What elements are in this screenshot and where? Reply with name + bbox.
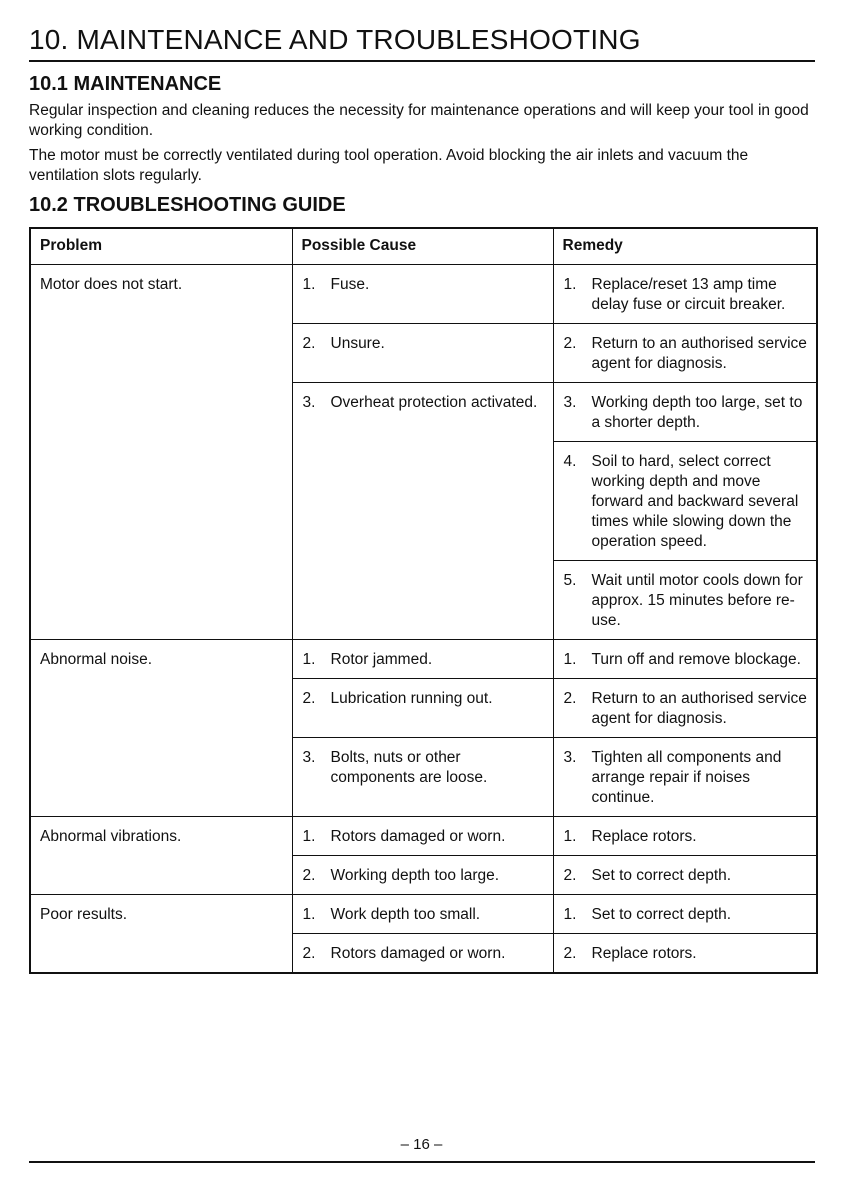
remedy-item <box>554 442 817 561</box>
remedy-item <box>554 679 817 737</box>
remedy-number: 2. <box>563 689 577 707</box>
remedy-number: 1. <box>563 650 577 668</box>
cause-text: Rotors damaged or worn. <box>330 827 506 845</box>
remedy-number: 2. <box>563 334 577 352</box>
remedy-cell <box>553 933 817 973</box>
remedy-text: Tighten all components and arrange repair if noises continue. <box>591 748 782 806</box>
remedy-text: Soil to hard, select correct working depth and move forward and backward several times while slowing down the operation speed. <box>591 452 799 550</box>
header-possible-cause: Possible Cause <box>292 228 553 264</box>
cause-item <box>293 856 553 894</box>
remedy-text: Return to an authorised service agent for diagnosis. <box>591 334 807 372</box>
cause-number: 1. <box>302 827 316 845</box>
problem-text: Motor does not start. <box>40 275 183 293</box>
cause-number: 1. <box>302 650 316 668</box>
cause-number: 2. <box>302 944 316 962</box>
cause-item <box>293 738 553 796</box>
remedy-text: Replace/reset 13 amp time delay fuse or circuit breaker. <box>591 275 786 313</box>
cause-cell <box>292 855 553 894</box>
cause-number: 2. <box>302 689 316 707</box>
cause-cell <box>292 737 553 816</box>
remedy-item <box>554 640 817 678</box>
table-header-row <box>30 228 817 264</box>
cause-item <box>293 640 553 678</box>
cause-cell <box>292 264 553 323</box>
remedy-text: Set to correct depth. <box>591 866 732 884</box>
remedy-item <box>554 324 817 382</box>
table-row <box>30 894 817 933</box>
remedy-cell <box>553 264 817 323</box>
problem-cell <box>30 816 292 894</box>
cause-text: Rotors damaged or worn. <box>330 944 506 962</box>
troubleshooting-heading: 10.2 TROUBLESHOOTING GUIDE <box>29 194 346 216</box>
cause-number: 1. <box>302 905 316 923</box>
cause-cell <box>292 639 553 678</box>
remedy-text: Wait until motor cools down for approx. 15 minutes before re-use. <box>591 571 803 629</box>
remedy-item <box>554 383 817 442</box>
cause-cell <box>292 382 553 639</box>
page-number: – 16 – <box>400 1136 443 1153</box>
header-remedy: Remedy <box>553 228 817 264</box>
remedy-number: 1. <box>563 827 577 845</box>
problem-cell <box>30 264 292 639</box>
cause-item <box>293 817 553 855</box>
remedy-text: Replace rotors. <box>591 827 697 845</box>
maintenance-paragraph-2: The motor must be correctly ventilated during tool operation. Avoid blocking the air inlets and vacuum the ventilation slots regularly. <box>29 147 749 184</box>
cause-cell <box>292 933 553 973</box>
cause-item <box>293 934 553 972</box>
cause-text: Lubrication running out. <box>330 689 493 707</box>
remedy-number: 3. <box>563 393 577 411</box>
remedy-number: 5. <box>563 571 577 589</box>
maintenance-paragraph-1: Regular inspection and cleaning reduces the necessity for maintenance operations and will keep your tool in good working condition. <box>29 102 809 139</box>
cause-item <box>293 895 553 933</box>
footer-divider <box>29 1161 815 1163</box>
cause-text: Bolts, nuts or other components are loose. <box>330 748 488 786</box>
remedy-text: Working depth too large, set to a shorter depth. <box>591 393 803 431</box>
cause-cell <box>292 894 553 933</box>
remedy-text: Return to an authorised service agent for diagnosis. <box>591 689 807 727</box>
remedy-item <box>554 265 817 323</box>
problem-cell <box>30 894 292 973</box>
remedy-number: 4. <box>563 452 577 470</box>
cause-text: Working depth too large. <box>330 866 500 884</box>
table-row <box>30 639 817 678</box>
remedy-cell <box>553 382 817 639</box>
remedy-cell <box>553 816 817 855</box>
remedy-number: 2. <box>563 866 577 884</box>
maintenance-heading: 10.1 MAINTENANCE <box>29 73 222 95</box>
remedy-number: 2. <box>563 944 577 962</box>
cause-text: Fuse. <box>330 275 370 293</box>
problem-text: Abnormal vibrations. <box>40 827 182 845</box>
cause-text: Rotor jammed. <box>330 650 433 668</box>
remedy-cell <box>553 678 817 737</box>
problem-text: Abnormal noise. <box>40 650 153 668</box>
table-body <box>30 264 817 973</box>
remedy-item <box>554 738 817 816</box>
remedy-item <box>554 856 817 894</box>
remedy-text: Replace rotors. <box>591 944 697 962</box>
remedy-number: 3. <box>563 748 577 766</box>
cause-text: Overheat protection activated. <box>330 393 538 411</box>
cause-item <box>293 383 553 421</box>
cause-text: Unsure. <box>330 334 385 352</box>
remedy-cell <box>553 323 817 382</box>
remedy-text: Turn off and remove blockage. <box>591 650 801 668</box>
remedy-item <box>554 895 817 933</box>
cause-item <box>293 324 553 362</box>
problem-cell <box>30 639 292 816</box>
cause-cell <box>292 678 553 737</box>
table-row <box>30 264 817 323</box>
cause-text: Work depth too small. <box>330 905 481 923</box>
page-title: 10. MAINTENANCE AND TROUBLESHOOTING <box>29 22 815 62</box>
cause-item <box>293 265 553 303</box>
table-row <box>30 816 817 855</box>
remedy-item <box>554 934 817 972</box>
remedy-cell <box>553 855 817 894</box>
remedy-number: 1. <box>563 905 577 923</box>
remedy-cell <box>553 737 817 816</box>
remedy-cell <box>553 894 817 933</box>
remedy-item <box>554 817 817 855</box>
cause-item <box>293 679 553 717</box>
cause-number: 3. <box>302 748 316 766</box>
problem-text: Poor results. <box>40 905 128 923</box>
remedy-text: Set to correct depth. <box>591 905 732 923</box>
cause-number: 2. <box>302 866 316 884</box>
remedy-item <box>554 561 817 639</box>
cause-number: 3. <box>302 393 316 411</box>
troubleshooting-table <box>29 227 818 974</box>
cause-cell <box>292 323 553 382</box>
header-problem: Problem <box>30 228 292 264</box>
cause-number: 2. <box>302 334 316 352</box>
remedy-number: 1. <box>563 275 577 293</box>
cause-number: 1. <box>302 275 316 293</box>
remedy-cell <box>553 639 817 678</box>
cause-cell <box>292 816 553 855</box>
